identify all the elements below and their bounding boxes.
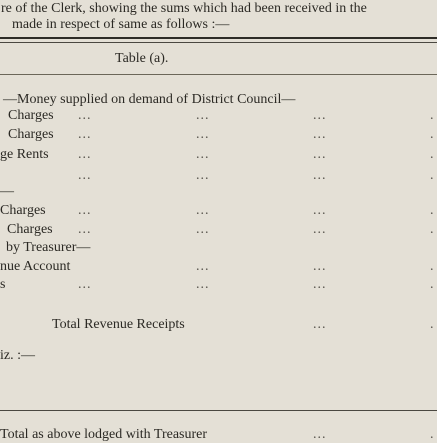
row-dots-a: ... [78, 147, 92, 162]
row-dots-d: . [430, 127, 435, 142]
row-label: nue Account [0, 259, 71, 274]
row-dots-c: ... [313, 108, 327, 123]
row-dots-d: . [430, 147, 435, 162]
row-dots-a: ... [78, 108, 92, 123]
row-dots-d: . [430, 203, 435, 218]
row-dots-c: ... [313, 127, 327, 142]
row-label: Charges [8, 108, 54, 123]
row-dots-b: ... [196, 259, 210, 274]
row-label: by Treasurer— [6, 240, 91, 255]
total-revenue-end: . [430, 317, 435, 332]
section-money-heading: —Money supplied on demand of District Council— [3, 92, 296, 107]
row-dots-c: ... [313, 222, 327, 237]
row-label: s [0, 277, 6, 292]
row-dots-d: . [430, 168, 435, 183]
row-label: ge Rents [0, 147, 49, 162]
row-dots-a: ... [78, 168, 92, 183]
row-dots-d: . [430, 277, 435, 292]
total-lodged-label: Total as above lodged with Treasurer [0, 427, 208, 442]
total-lodged-end: . [430, 427, 435, 442]
row-dots-b: ... [196, 168, 210, 183]
total-revenue-label: Total Revenue Receipts [52, 317, 185, 332]
row-dots-a: ... [78, 277, 92, 292]
row-dots-d: . [430, 259, 435, 274]
row-dots-b: ... [196, 203, 210, 218]
row-label: — [0, 184, 14, 199]
row-label: Charges [7, 222, 53, 237]
row-dots-c: ... [313, 168, 327, 183]
bottom-rule [0, 410, 437, 411]
row-dots-c: ... [313, 277, 327, 292]
row-dots-c: ... [313, 147, 327, 162]
row-dots-a: ... [78, 203, 92, 218]
top-rule-thin [0, 42, 437, 43]
table-title: Table (a). [115, 51, 169, 66]
total-revenue-dots: ... [313, 317, 327, 332]
header-line-2: made in respect of same as follows :— [12, 17, 230, 32]
top-rule [0, 37, 437, 39]
row-dots-d: . [430, 108, 435, 123]
row-dots-b: ... [196, 222, 210, 237]
row-dots-b: ... [196, 277, 210, 292]
header-rule [0, 74, 437, 75]
row-dots-b: ... [196, 147, 210, 162]
row-label: Charges [0, 203, 46, 218]
row-dots-b: ... [196, 127, 210, 142]
row-dots-c: ... [313, 259, 327, 274]
header-line-1: re of the Clerk, showing the sums which had been received in the [1, 1, 367, 16]
total-lodged-dots: ... [313, 427, 327, 442]
row-dots-a: ... [78, 127, 92, 142]
viz-label: iz. :— [0, 348, 35, 363]
row-dots-d: . [430, 222, 435, 237]
row-label: Charges [8, 127, 54, 142]
row-dots-c: ... [313, 203, 327, 218]
row-dots-b: ... [196, 108, 210, 123]
row-dots-a: ... [78, 222, 92, 237]
